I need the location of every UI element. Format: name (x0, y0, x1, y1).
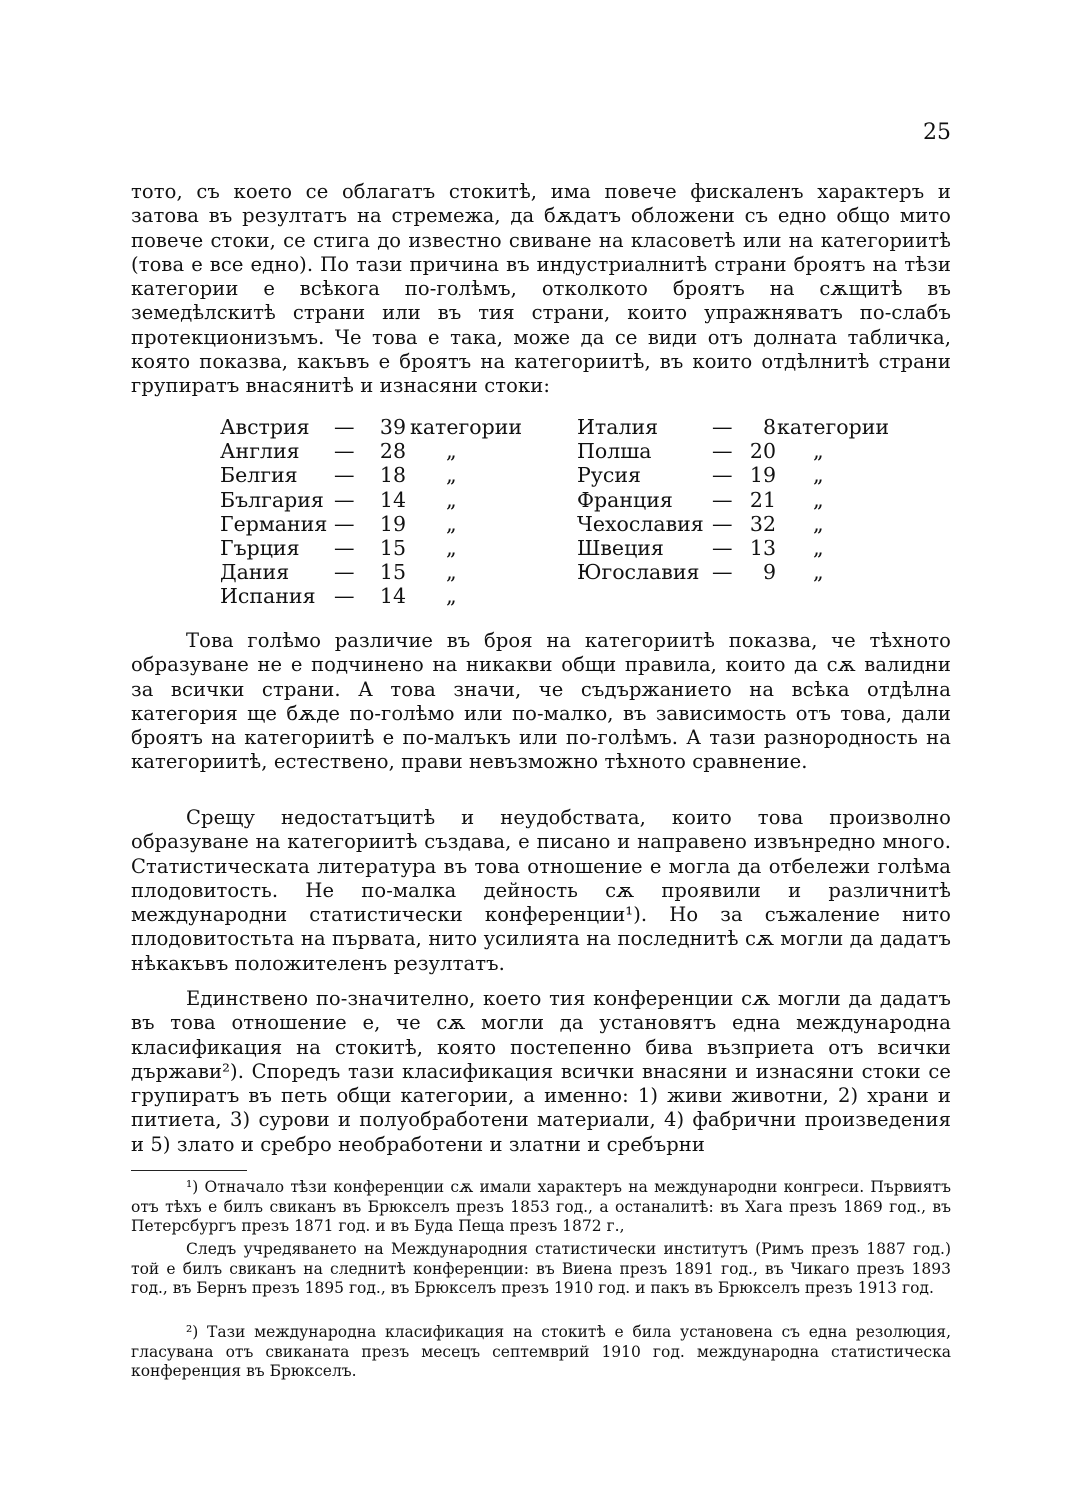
page-number: 25 (923, 120, 951, 145)
dash: — (334, 584, 355, 609)
ditto-mark: „ (813, 439, 824, 464)
category-count: 32 (749, 511, 776, 536)
country-name: Швеция (577, 535, 664, 560)
footnote-2: ²) Тази международна класификация на стокитѣ е била установена съ една резолюция, гласувана отъ свиканата презъ месецъ септемврий 1910 год. международна статистическа конференция въ Брюкселъ. (131, 1323, 951, 1380)
country-name: Германия (220, 511, 328, 536)
ditto-mark: „ (446, 511, 457, 536)
category-count: 8 (762, 415, 776, 439)
country-name: Белгия (220, 463, 298, 488)
dash: — (712, 439, 733, 464)
country-name: Италия (577, 415, 659, 439)
dash: — (712, 535, 733, 560)
dash: — (334, 415, 355, 439)
country-name: Англия (220, 439, 300, 464)
category-count: 19 (379, 511, 406, 536)
category-count: 20 (749, 439, 776, 464)
country-name: Полша (577, 439, 652, 464)
dash: — (712, 560, 733, 585)
category-count: 19 (749, 463, 776, 488)
ditto-mark: „ (446, 560, 457, 585)
paragraph-classification: Единствено по-значително, което тия конференции сѫ могли да дадатъ въ това отношение е, че сѫ могли да установятъ една международна класификация на стокитѣ, която постепенно бива възприета отъ всички държави²). Споредъ тази класификация всички внасяни и изнасяни стоки се групиратъ въ петь общи категории, а именно: 1) живи животни, 2) храни и питиета, 3) сурови и полуобработени материали, 4) фабрични произведения и 5) злато и сребро необработени и златни и сребърни (131, 987, 951, 1156)
ditto-mark: „ (446, 439, 457, 464)
ditto-mark: „ (446, 584, 457, 609)
dash: — (334, 487, 355, 512)
category-count: 9 (762, 560, 776, 585)
dash: — (334, 439, 355, 464)
category-count: 13 (749, 535, 776, 560)
paragraph-conferences: Срещу недостатъцитѣ и неудобствата, които това произволно образуване на категориитѣ създава, е писано и направено извънредно много. Статистическата литература въ това отношение е могла да отбележи голѣма плодовитость. Не по-малка дейность сѫ проявили и различнитѣ международни статистически конференции¹). Но за съжаление нито плодовитостьта на първата, нито усилията на последнитѣ сѫ могли да дадатъ нѣкакъвъ положителенъ резултатъ. (131, 806, 951, 975)
category-count: 18 (379, 463, 406, 488)
unit-label: категории (777, 415, 890, 439)
ditto-mark: „ (813, 487, 824, 512)
ditto-mark: „ (446, 463, 457, 488)
ditto-mark: „ (446, 535, 457, 560)
country-name: Югославия (577, 560, 700, 585)
category-count: 39 (379, 415, 406, 439)
ditto-mark: „ (813, 463, 824, 488)
dash: — (712, 463, 733, 488)
country-name: Гърция (220, 535, 300, 560)
category-count: 15 (379, 560, 406, 585)
country-name: Дания (220, 560, 290, 585)
category-count: 15 (379, 535, 406, 560)
country-name: Франция (577, 487, 673, 512)
country-name: Испания (220, 584, 316, 609)
dash: — (334, 535, 355, 560)
category-count: 14 (379, 584, 406, 609)
dash: — (712, 511, 733, 536)
paragraph-difference: Това голѣмо различие въ броя на категориитѣ показва, че тѣхното образуване не е подчинено на никакви общи правила, които да сѫ валидни за всички страни. А това значи, че съдържанието на всѣка отдѣлна категория ще бѫде по-голѣмо или по-малко, въ зависимость отъ това, дали броятъ на категориитѣ е по-малъкъ или по-голѣмъ. А тази разнородность на категориитѣ, естествено, прави невъзможно тѣхното сравнение. (131, 629, 951, 774)
country-name: Чехославия (577, 511, 704, 536)
dash: — (712, 415, 733, 439)
category-count: 21 (749, 487, 776, 512)
dash: — (334, 463, 355, 488)
dash: — (712, 487, 733, 512)
ditto-mark: „ (813, 535, 824, 560)
country-name: Австрия (220, 415, 310, 439)
ditto-mark: „ (813, 511, 824, 536)
unit-label: категории (410, 415, 523, 439)
footnote-1-continued: Следъ учредяването на Международния статистически институтъ (Римъ презъ 1887 год.) той е билъ свиканъ на следнитѣ конференции: въ Виена презъ 1891 год., въ Чикаго презъ 1893 год., въ Бернъ презъ 1895 год., въ Брюкселъ презъ 1910 год. и пакъ въ Брюкселъ презъ 1913 год. (131, 1240, 951, 1297)
ditto-mark: „ (446, 487, 457, 512)
footnote-divider (131, 1170, 247, 1171)
footnote-1: ¹) Отначало тѣзи конференции сѫ имали характеръ на международни конгреси. Първиятъ отъ тѣхъ е билъ свиканъ въ Брюкселъ презъ 1853 год., а останалитѣ: въ Хага презъ 1869 год., въ Петерсбургъ презъ 1871 год. и въ Буда Пеща презъ 1872 г., (131, 1178, 951, 1235)
category-count: 28 (379, 439, 406, 464)
ditto-mark: „ (813, 560, 824, 585)
country-name: Русия (577, 463, 641, 488)
category-count: 14 (379, 487, 406, 512)
country-name: България (220, 487, 324, 512)
dash: — (334, 560, 355, 585)
paragraph-intro: тото, съ което се облагатъ стокитѣ, има повече фискаленъ характеръ и затова въ резултатъ на стремежа, да бѫдатъ обложени съ едно общо мито повече стоки, се стига до известно свиване на класоветѣ или на категориитѣ (това е все едно). По тази причина въ индустриалнитѣ страни броятъ на тѣзи категории е всѣкога по-голѣмъ, отколкото броятъ на сѫщитѣ въ земедѣлскитѣ страни или въ тия страни, които упражняватъ по-слабъ протекционизъмъ. Че това е така, може да се види отъ долната табличка, която показва, какъвъ е броятъ на категориитѣ, въ които отдѣлнитѣ страни групиратъ внасянитѣ и изнасяни стоки: (131, 180, 951, 398)
dash: — (334, 511, 355, 536)
